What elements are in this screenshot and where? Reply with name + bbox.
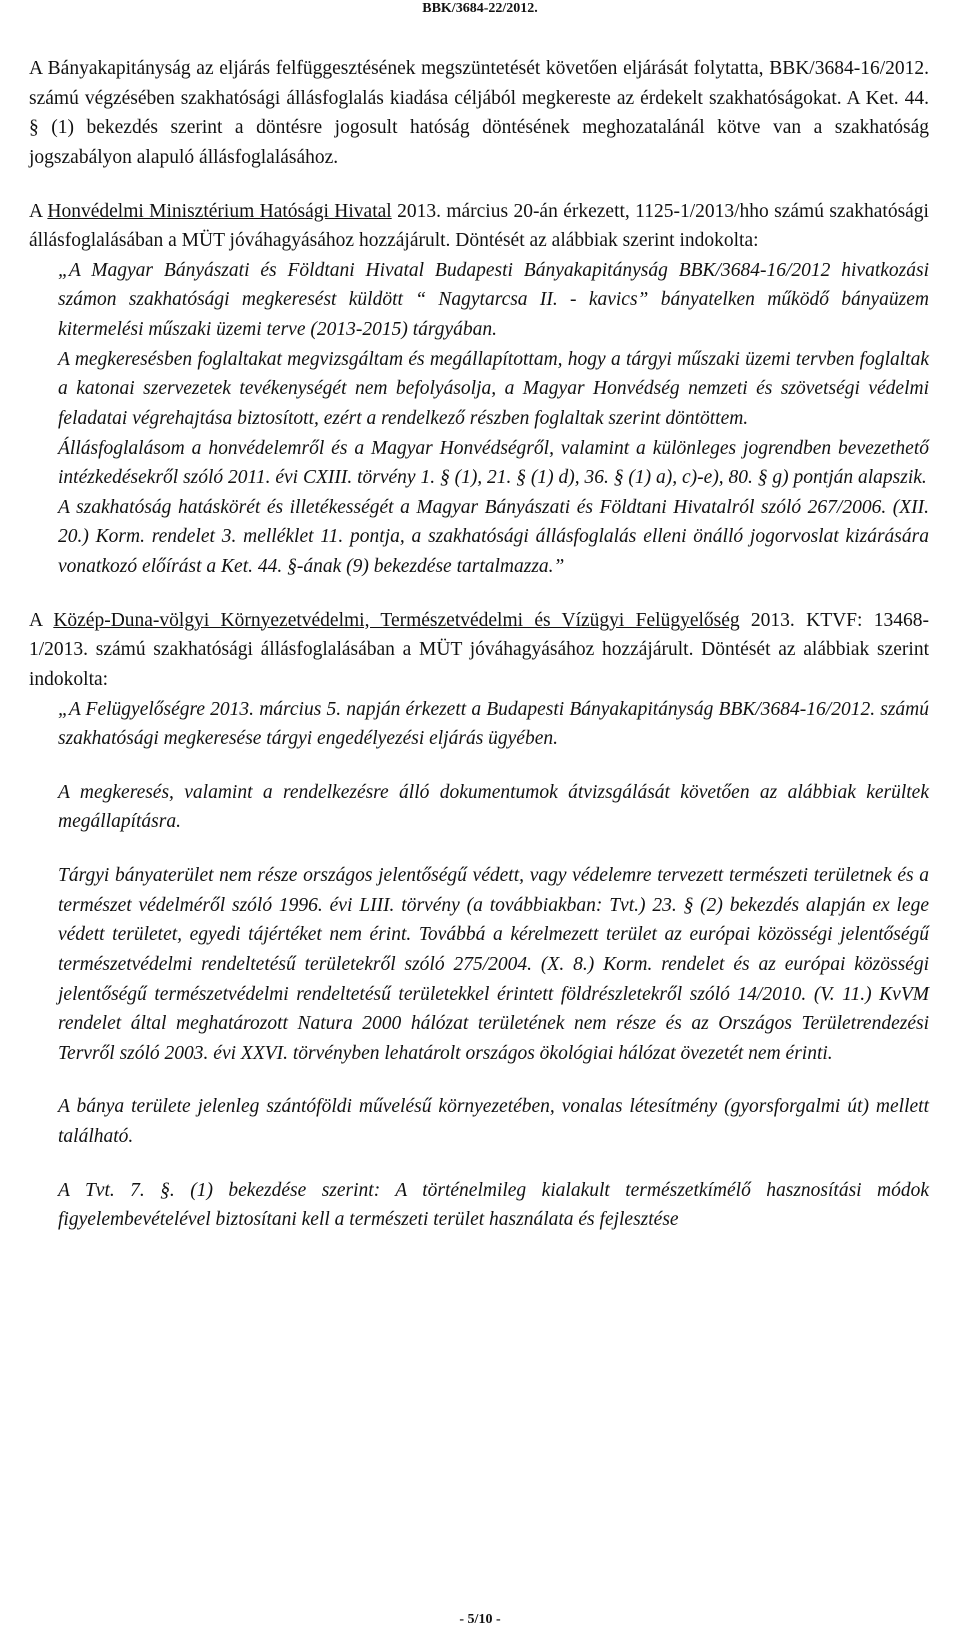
quote-paragraph: A megkeresés, valamint a rendelkezésre álló dokumentumok átvizsgálását követően az alábbiak kerültek megállapításra. <box>58 781 929 833</box>
authority-name-environment: Közép-Duna-völgyi Környezetvédelmi, Természetvédelmi és Vízügyi Felügyelőség <box>53 609 740 631</box>
page-number: - 5/10 - <box>459 1611 501 1627</box>
authority-name-defence: Honvédelmi Minisztérium Hatósági Hivatal <box>47 200 392 222</box>
quote-paragraph: A megkeresésben foglaltakat megvizsgáltam és megállapítottam, hogy a tárgyi műszaki üzemi tervben foglaltak a katonai szervezetek tevékenységét nem befolyásolja, a Magyar Honvédség nemzeti és szövetségi védelmi feladatai végrehajtása biztosított, ezért a rendelkező részben foglaltak szerint döntöttem. <box>58 348 929 429</box>
quote-paragraph: Állásfoglalásom a honvédelemről és a Magyar Honvédségről, valamint a különleges jogrendben bevezethető intézkedésekről szóló 2011. évi CXIII. törvény 1. § (1), 21. § (1) d), 36. § (1) a), c)-e), 80. § g) pontján alapszik. <box>58 437 929 489</box>
quote-paragraph: Tárgyi bányaterület nem része országos jelentőségű védett, vagy védelemre tervezett természeti területnek és a természet védelméről szóló 1996. évi LIII. törvény (a továbbiakban: Tvt.) 23. § (2) bekezdés alapján ex lege védett területet, egyedi tájértéket nem érint. Továbbá a kérelmezett terület az európai közösségi jelentőségű természetvédelmi rendeltetésű területekről szóló 275/2004. (X. 8.) Korm. rendelet és az európai közösségi jelentőségű természetvédelmi rendeltetésű területekkel érintett földrészletekről szóló 14/2010. (V. 11.) KvVM rendelet által meghatározott Natura 2000 hálózat területének nem része és az Országos Területrendezési Tervről szóló 2003. évi XXVI. törvényben lehatárolt országos ökológiai hálózat övezetét nem érinti. <box>58 865 929 1064</box>
document-reference-header: BBK/3684-22/2012. <box>422 1 538 16</box>
paragraph-defence-authority: A Honvédelmi Minisztérium Hatósági Hivatal 2013. március 20-án érkezett, 1125-1/2013/hho számú szakhatósági állásfoglalásában a MÜT jóváhagyásához hozzájárult. Döntését az alábbiak szerint indokolta: <box>29 200 929 252</box>
quote-paragraph: „A Magyar Bányászati és Földtani Hivatal Budapesti Bányakapitányság BBK/3684-16/2012 hivatkozási számon szakhatósági megkeresést küldött “ Nagytarcsa II. - kavics” bányatelken működő bányaüzem kitermelési műszaki üzemi terve (2013-2015) tárgyában. <box>58 259 929 340</box>
quote-defence-authority <box>29 256 929 582</box>
paragraph-proceedings: A Bányakapitányság az eljárás felfüggesztésének megszüntetését követően eljárását folytatta, BBK/3684-16/2012. számú végzésében szakhatósági állásfoglalás kiadása céljából megkereste az érdekelt szakhatóságokat. A Ket. 44. § (1) bekezdés szerint a döntésre jogosult hatóság döntésének meghozatalánál kötve van a szakhatóság jogszabályon alapuló állásfoglalásához. <box>29 58 929 168</box>
quote-paragraph: A bánya területe jelenleg szántóföldi művelésű környezetében, vonalas létesítmény (gyorsforgalmi út) mellett található. <box>58 1096 929 1147</box>
quote-paragraph: „A Felügyelőségre 2013. március 5. napján érkezett a Budapesti Bányakapitányság BBK/3684-16/2012. számú szakhatósági megkeresése tárgyi engedélyezési eljárás ügyében. <box>58 698 929 750</box>
paragraph-environment-authority: A Közép-Duna-völgyi Környezetvédelmi, Természetvédelmi és Vízügyi Felügyelőség 2013. KTVF: 13468-1/2013. számú szakhatósági állásfoglalásában a MÜT jóváhagyásához hozzájárult. Döntését az alábbiak szerint indokolta: <box>29 609 929 690</box>
quote-paragraph: A szakhatóság hatáskörét és illetékességét a Magyar Bányászati és Földtani Hivatalról szóló 267/2006. (XII. 20.) Korm. rendelet 3. melléklet 11. pontja, a szakhatósági állásfoglalás elleni önálló jogorvoslat kizárására vonatkozó előírást a Ket. 44. §-ának (9) bekezdése tartalmazza.” <box>58 496 929 577</box>
quote-paragraph: A Tvt. 7. §. (1) bekezdése szerint: A történelmileg kialakult természetkímélő hasznosítási módok figyelembevételével biztosítani kell a természeti terület használata és fejlesztése <box>58 1179 929 1231</box>
quote-environment-authority <box>29 695 929 1235</box>
document-body <box>29 54 929 1235</box>
